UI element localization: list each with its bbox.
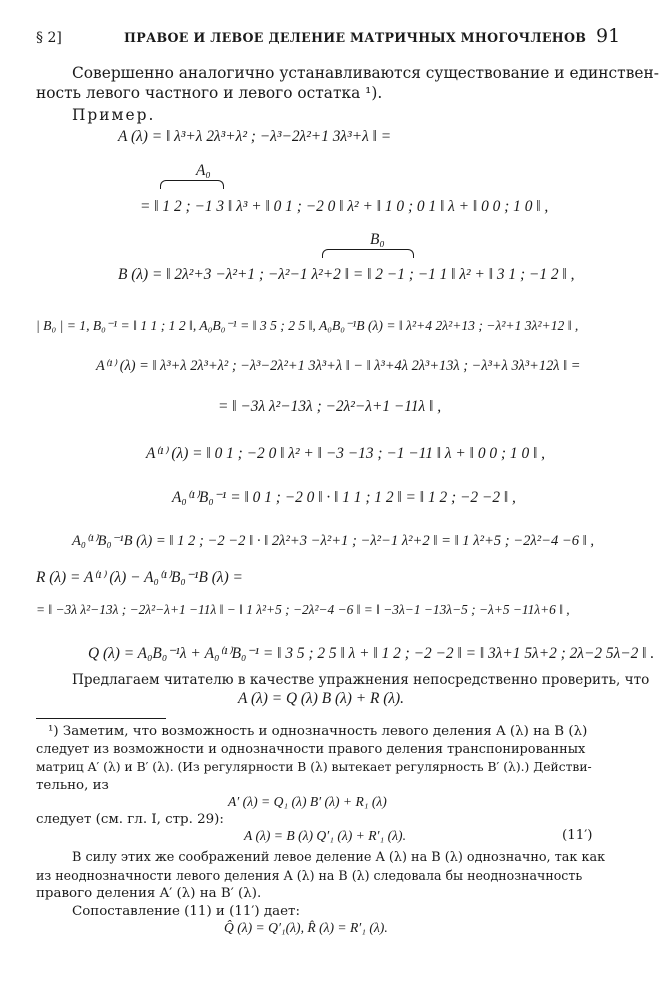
- footnote-line-7: из неоднозначности левого деления A (λ) на B (λ) следовала бы неоднозначность: [36, 868, 583, 883]
- footnote-rule: [36, 718, 166, 719]
- intro-line-2: ность левого частного и левого остатка ¹).: [36, 84, 383, 102]
- footnote-line-8: правого деления A′ (λ) на B′ (λ).: [36, 886, 262, 901]
- formula-a1-lambda: A⁽¹⁾ (λ) = ‖ λ³+λ 2λ³+λ² ; −λ³−2λ²+1 3λ³+λ ‖ − ‖ λ³+4λ 2λ³+13λ ; −λ³+λ 3λ³+12λ ‖ =: [96, 358, 581, 374]
- footnote-line-9: Сопоставление (11) и (11′) дает:: [72, 904, 300, 919]
- footnote-line-1: ¹) Заметим, что возможность и однозначность левого деления A (λ) на B (λ): [48, 724, 588, 739]
- footnote-line-6: В силу этих же соображений левое деление A (λ) на B (λ) однозначно, так как: [72, 850, 606, 865]
- footnote-formula-3: Q̂ (λ) = Q′₁(λ), R̂ (λ) = R′₁ (λ).: [224, 920, 388, 935]
- formula-b0-inverse: | B₀ | = 1, B₀⁻¹ = ‖ 1 1 ; 1 2 ‖, A₀B₀⁻¹ = ‖ 3 5 ; 2 5 ‖, A₀B₀⁻¹B (λ) = ‖ λ²+4 2λ²+13 ; −λ²+1 3λ²+12 ‖ ,: [36, 318, 579, 333]
- footnote-line-3: матриц A′ (λ) и B′ (λ). (Из регулярности B (λ) вытекает регулярность B′ (λ).) Действи-: [36, 760, 592, 774]
- footnote-formula-1: A′ (λ) = Q₁ (λ) B′ (λ) + R₁ (λ): [228, 794, 387, 809]
- page-number: 91: [596, 25, 621, 47]
- formula-a-lambda: A (λ) = ‖ λ³+λ 2λ³+λ² ; −λ³−2λ²+1 3λ³+λ ‖ =: [118, 128, 392, 145]
- formula-a01-b0inv-b: A₀⁽¹⁾B₀⁻¹B (λ) = ‖ 1 2 ; −2 −2 ‖ · ‖ 2λ²+3 −λ²+1 ; −λ²−1 λ²+2 ‖ = ‖ 1 λ²+5 ; −2λ²−4 −6 ‖ ,: [72, 533, 595, 549]
- footnote-line-5: следует (см. гл. I, стр. 29):: [36, 812, 224, 827]
- running-title: ПРАВОЕ И ЛЕВОЕ ДЕЛЕНИЕ МАТРИЧНЫХ МНОГОЧЛЕНОВ: [124, 30, 587, 45]
- formula-r-result: = ‖ −3λ λ²−13λ ; −2λ²−λ+1 −11λ ‖ − ‖ 1 λ²+5 ; −2λ²−4 −6 ‖ = ‖ −3λ−1 −13λ−5 ; −λ+5 −11λ+6 ‖ ,: [36, 602, 570, 617]
- formula-q-result: Q (λ) = A₀B₀⁻¹λ + A₀⁽¹⁾B₀⁻¹ = ‖ 3 5 ; 2 5 ‖ λ + ‖ 1 2 ; −2 −2 ‖ = ‖ 3λ+1 5λ+2 ; 2λ−2 5λ−2 ‖ .: [88, 645, 655, 662]
- footnote-eq-number: (11′): [562, 828, 593, 843]
- formula-b-lambda: B (λ) = ‖ 2λ²+3 −λ²+1 ; −λ²−1 λ²+2 ‖ = ‖ 2 −1 ; −1 1 ‖ λ² + ‖ 3 1 ; −1 2 ‖ ,: [118, 266, 575, 283]
- intro-line-1: Совершенно аналогично устанавливаются существование и единствен-: [72, 64, 659, 82]
- footnote-formula-2: A (λ) = B (λ) Q′₁ (λ) + R′₁ (λ).: [244, 828, 406, 843]
- formula-a1-expansion: A⁽¹⁾ (λ) = ‖ 0 1 ; −2 0 ‖ λ² + ‖ −3 −13 ; −1 −11 ‖ λ + ‖ 0 0 ; 1 0 ‖ ,: [146, 445, 545, 462]
- footnote-line-4: тельно, из: [36, 778, 109, 793]
- example-label: Пример.: [72, 106, 156, 124]
- formula-a-expansion: = ‖ 1 2 ; −1 3 ‖ λ³ + ‖ 0 1 ; −2 0 ‖ λ² + ‖ 1 0 ; 0 1 ‖ λ + ‖ 0 0 ; 1 0 ‖ ,: [140, 198, 549, 215]
- overbrace-b0: [322, 249, 414, 258]
- section-marker: § 2]: [36, 30, 62, 46]
- label-b0: B₀: [370, 231, 385, 248]
- formula-r-definition: R (λ) = A⁽¹⁾ (λ) − A₀⁽¹⁾B₀⁻¹B (λ) =: [36, 569, 243, 586]
- exercise-line: Предлагаем читателю в качестве упражнения непосредственно проверить, что: [72, 672, 650, 688]
- exercise-formula: A (λ) = Q (λ) B (λ) + R (λ).: [238, 690, 404, 707]
- label-a0: A₀: [196, 162, 211, 179]
- overbrace-a0: [160, 180, 224, 189]
- footnote-line-2: следует из возможности и однозначности правого деления транспонированных: [36, 742, 586, 757]
- formula-a1-result: = ‖ −3λ λ²−13λ ; −2λ²−λ+1 −11λ ‖ ,: [218, 398, 442, 415]
- formula-a01-b0inv: A₀⁽¹⁾B₀⁻¹ = ‖ 0 1 ; −2 0 ‖ · ‖ 1 1 ; 1 2 ‖ = ‖ 1 2 ; −2 −2 ‖ ,: [172, 489, 516, 506]
